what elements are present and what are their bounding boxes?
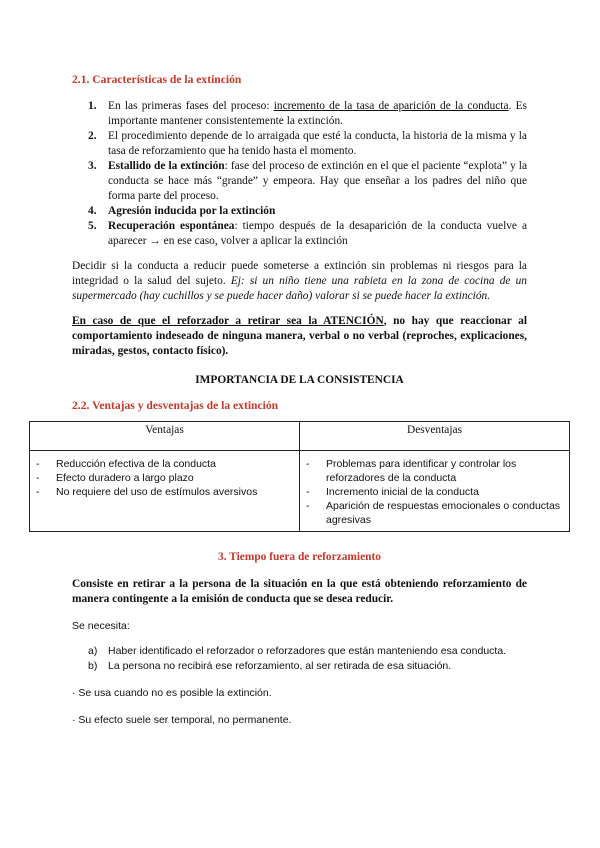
item-bold: Agresión inducida por la extinción xyxy=(108,205,276,217)
item-letter: a) xyxy=(88,645,98,657)
list-item xyxy=(88,659,527,674)
attention-underlined: En caso de que el reforzador a retirar sea la ATENCIÓN xyxy=(72,315,384,327)
list-item xyxy=(88,159,527,204)
list-item: - Efecto duradero a largo plazo xyxy=(36,471,293,485)
paragraph-example: Ej: si un niño tiene una rabieta en la zona de cocina de un supermercado (hay cuchillos y se puede hacer daño) valorar si se puede hacer la extinción. xyxy=(72,275,527,302)
list-item: - Problemas para identificar y controlar los reforzadores de la conducta xyxy=(306,457,563,485)
section-3-title: 3. Tiempo fuera de reforzamiento xyxy=(218,551,381,563)
item-text: : fase del proceso de extinción en el que el paciente “explota” y la conducta se hace más “grande” y empeora. Hay que enseñar a los padres del niño que forma parte del proceso. xyxy=(108,160,527,202)
section-2-1-title: 2.1. Características de la extinción xyxy=(72,73,242,86)
safety-paragraph xyxy=(72,259,527,304)
list-item: - Incremento inicial de la conducta xyxy=(306,485,563,499)
note-extinction: · Se usa cuando no es posible la extinción. xyxy=(72,687,272,699)
definition-paragraph: Consiste en retirar a la persona de la situación en la que está obteniendo reforzamiento de manera contingente a la emisión de conducta que se desea reducir. xyxy=(72,578,527,605)
item-number: 3. xyxy=(88,160,97,172)
item-number: 1. xyxy=(88,100,97,112)
item-text: : tiempo después de la desaparición de la conducta vuelve a aparecer → en ese caso, volver a aplicar la extinción xyxy=(108,220,528,247)
list-item xyxy=(88,644,527,659)
item-letter: b) xyxy=(88,660,98,672)
attention-text: , no hay que reaccionar al comportamiento indeseado de ninguna manera, verbal o no verbal (reproches, explicaciones, miradas, gestos, contacto físico). xyxy=(72,315,527,357)
item-text: En las primeras fases del proceso: xyxy=(108,100,274,112)
table-header-row xyxy=(30,422,570,451)
pros-cons-table xyxy=(29,421,570,532)
document-page xyxy=(56,72,561,728)
attention-paragraph xyxy=(72,314,527,359)
item-number: 5. xyxy=(88,220,97,232)
item-text: Haber identificado el reforzador o reforzadores que están manteniendo esa conducta. xyxy=(108,645,507,657)
item-text: . Es importante mantener consistentemente la extinción. xyxy=(108,100,527,127)
characteristics-list xyxy=(72,99,527,249)
item-text: La persona no recibirá ese reforzamiento, al ser retirada de esa situación. xyxy=(108,660,452,672)
list-item xyxy=(88,204,527,219)
section-2-2-title: 2.2. Ventajas y desventajas de la extinción xyxy=(72,399,279,412)
ventajas-header: Ventajas xyxy=(30,422,300,451)
needs-list xyxy=(72,644,527,674)
list-item xyxy=(88,99,527,129)
ventajas-cell xyxy=(30,451,300,532)
list-item: - Aparición de respuestas emocionales o conductas agresivas xyxy=(306,499,563,527)
paragraph-text: Decidir si la conducta a reducir puede someterse a extinción sin problemas ni riesgos para la integridad o la salud del sujeto. xyxy=(72,260,527,287)
desventajas-cell xyxy=(300,451,570,532)
item-number: 2. xyxy=(88,130,97,142)
item-bold: Estallido de la extinción xyxy=(108,160,225,172)
list-item: - No requiere del uso de estímulos aversivos xyxy=(36,485,293,499)
table-row xyxy=(30,451,570,532)
item-number: 4. xyxy=(88,205,97,217)
item-bold: Recuperación espontánea xyxy=(108,220,235,232)
list-item xyxy=(88,219,528,249)
consistency-title: IMPORTANCIA DE LA CONSISTENCIA xyxy=(195,374,404,386)
ventajas-list xyxy=(36,457,293,499)
desventajas-header: Desventajas xyxy=(300,422,570,451)
item-underlined: incremento de la tasa de aparición de la conducta xyxy=(273,100,509,112)
list-item: - Reducción efectiva de la conducta xyxy=(36,457,293,471)
needs-label: Se necesita: xyxy=(72,620,130,632)
desventajas-list xyxy=(306,457,563,527)
list-item xyxy=(88,129,527,159)
item-text: El procedimiento depende de lo arraigada que esté la conducta, la historia de la misma y la tasa de reforzamiento que ha tenido hasta el momento. xyxy=(108,130,527,157)
note-temporal: · Su efecto suele ser temporal, no permanente. xyxy=(72,714,292,726)
